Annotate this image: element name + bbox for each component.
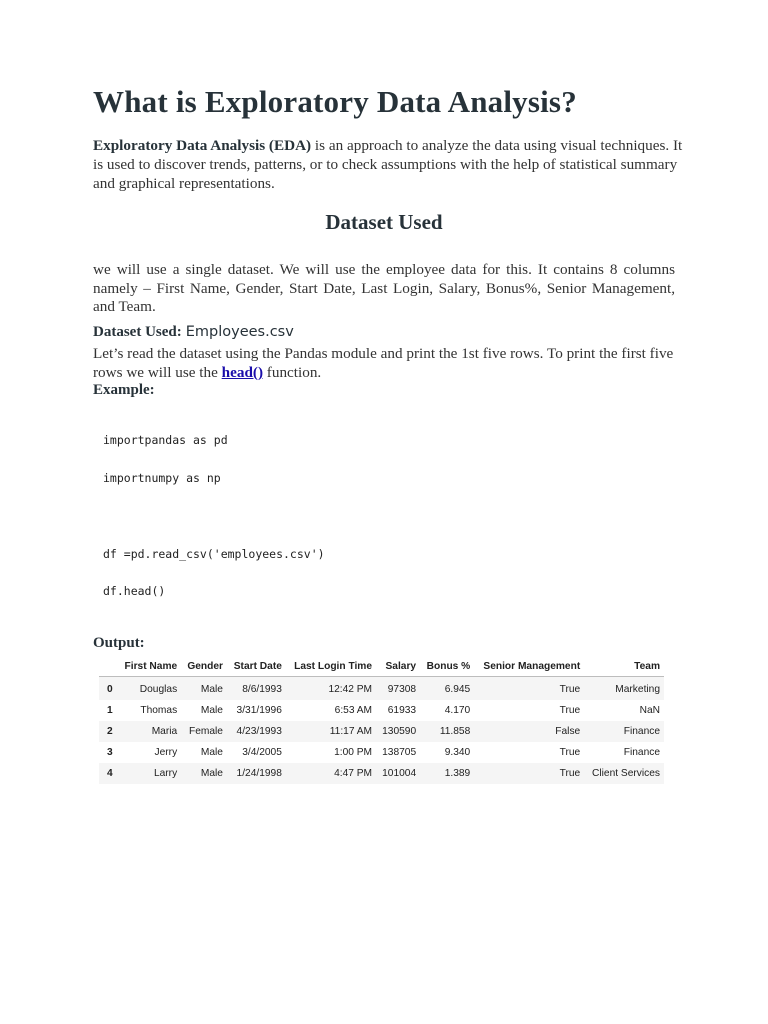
column-header-team: Team xyxy=(584,656,664,677)
cell-salary: 101004 xyxy=(376,763,420,784)
intro-text: is an approach to analyze the data using visual techniques. It is used to discover trends, patterns, or to check assumptions with the help of statistical summary and graphical representations. xyxy=(93,137,683,192)
table-row xyxy=(99,677,664,701)
page-title: What is Exploratory Data Analysis? xyxy=(93,84,577,119)
dataset-description: we will use a single dataset. We will use the employee data for this. It contains 8 columns namely – First Name, Gender, Start Date, Last Login, Salary, Bonus%, Senior Management, and Team. xyxy=(93,261,675,315)
head-function-link[interactable]: head() xyxy=(221,364,263,381)
code-line-head: df.head() xyxy=(103,584,166,598)
read-description-text: Let’s read the dataset using the Pandas module and print the 1st five rows. To print the first five rows we will use the xyxy=(93,345,674,381)
dataset-used-line xyxy=(93,324,294,341)
row-index: 1 xyxy=(107,705,113,716)
cell-gender: Male xyxy=(181,763,227,784)
read-description xyxy=(93,344,683,382)
column-header-senior-management: Senior Management xyxy=(474,656,584,677)
cell-last-login-time: 1:00 PM xyxy=(334,747,373,758)
dataframe-output-table xyxy=(99,656,664,784)
cell-last-login-time: 12:42 PM xyxy=(286,677,376,701)
cell-salary: 130590 xyxy=(376,721,420,742)
row-index: 0 xyxy=(99,677,118,701)
output-label: Output: xyxy=(93,635,145,651)
cell-first-name: Larry xyxy=(118,763,182,784)
cell-gender: Male xyxy=(200,705,223,716)
cell-senior-management: False xyxy=(474,721,584,742)
column-header-index xyxy=(99,656,118,677)
column-header-gender: Gender xyxy=(181,656,227,677)
intro-paragraph xyxy=(93,136,683,193)
cell-start-date: 1/24/1998 xyxy=(227,763,286,784)
cell-senior-management: True xyxy=(559,705,581,716)
cell-team: NaN xyxy=(639,705,660,716)
cell-gender: Female xyxy=(181,721,227,742)
row-index: 4 xyxy=(99,763,118,784)
column-header-salary: Salary xyxy=(376,656,420,677)
column-header-last-login-time: Last Login Time xyxy=(286,656,376,677)
cell-bonus: 9.340 xyxy=(444,747,471,758)
eda-term: Exploratory Data Analysis (EDA) xyxy=(93,137,312,154)
cell-gender: Male xyxy=(200,747,223,758)
dataset-heading: Dataset Used xyxy=(325,210,443,234)
column-header-start-date: Start Date xyxy=(227,656,286,677)
cell-salary: 61933 xyxy=(387,705,417,716)
cell-start-date: 4/23/1993 xyxy=(227,721,286,742)
cell-start-date: 3/31/1996 xyxy=(236,705,282,716)
cell-bonus: 6.945 xyxy=(420,677,474,701)
column-header-first-name: First Name xyxy=(118,656,182,677)
read-description-end: function. xyxy=(263,364,322,381)
table-row xyxy=(99,763,664,784)
cell-first-name: Thomas xyxy=(140,705,178,716)
table-row xyxy=(99,700,664,721)
cell-last-login-time: 4:47 PM xyxy=(286,763,376,784)
row-index: 3 xyxy=(107,747,113,758)
cell-last-login-time: 6:53 AM xyxy=(334,705,373,716)
cell-first-name: Maria xyxy=(118,721,182,742)
cell-salary: 97308 xyxy=(376,677,420,701)
dataset-used-label: Dataset Used: xyxy=(93,324,182,340)
table-header-row xyxy=(99,656,664,677)
cell-salary: 138705 xyxy=(382,747,417,758)
cell-first-name: Jerry xyxy=(154,747,178,758)
column-header-bonus: Bonus % xyxy=(420,656,474,677)
cell-gender: Male xyxy=(181,677,227,701)
cell-team: Marketing xyxy=(584,677,664,701)
table-row xyxy=(99,721,664,742)
dataset-file-name: Employees.csv xyxy=(185,324,294,340)
cell-senior-management: True xyxy=(559,747,581,758)
cell-senior-management: True xyxy=(474,677,584,701)
cell-team: Finance xyxy=(623,747,660,758)
cell-team: Client Services xyxy=(584,763,664,784)
row-index: 2 xyxy=(99,721,118,742)
cell-start-date: 3/4/2005 xyxy=(242,747,282,758)
cell-first-name: Douglas xyxy=(118,677,182,701)
table-row xyxy=(99,742,664,763)
cell-bonus: 11.858 xyxy=(420,721,474,742)
cell-start-date: 8/6/1993 xyxy=(227,677,286,701)
cell-bonus: 1.389 xyxy=(420,763,474,784)
cell-team: Finance xyxy=(584,721,664,742)
code-line-read-csv: df =pd.read_csv('employees.csv') xyxy=(103,547,325,561)
cell-bonus: 4.170 xyxy=(444,705,471,716)
cell-last-login-time: 11:17 AM xyxy=(286,721,376,742)
code-line-import-pandas: importpandas as pd xyxy=(103,433,228,447)
example-label: Example: xyxy=(93,382,155,398)
cell-senior-management: True xyxy=(474,763,584,784)
code-line-import-numpy: importnumpy as np xyxy=(103,471,221,485)
